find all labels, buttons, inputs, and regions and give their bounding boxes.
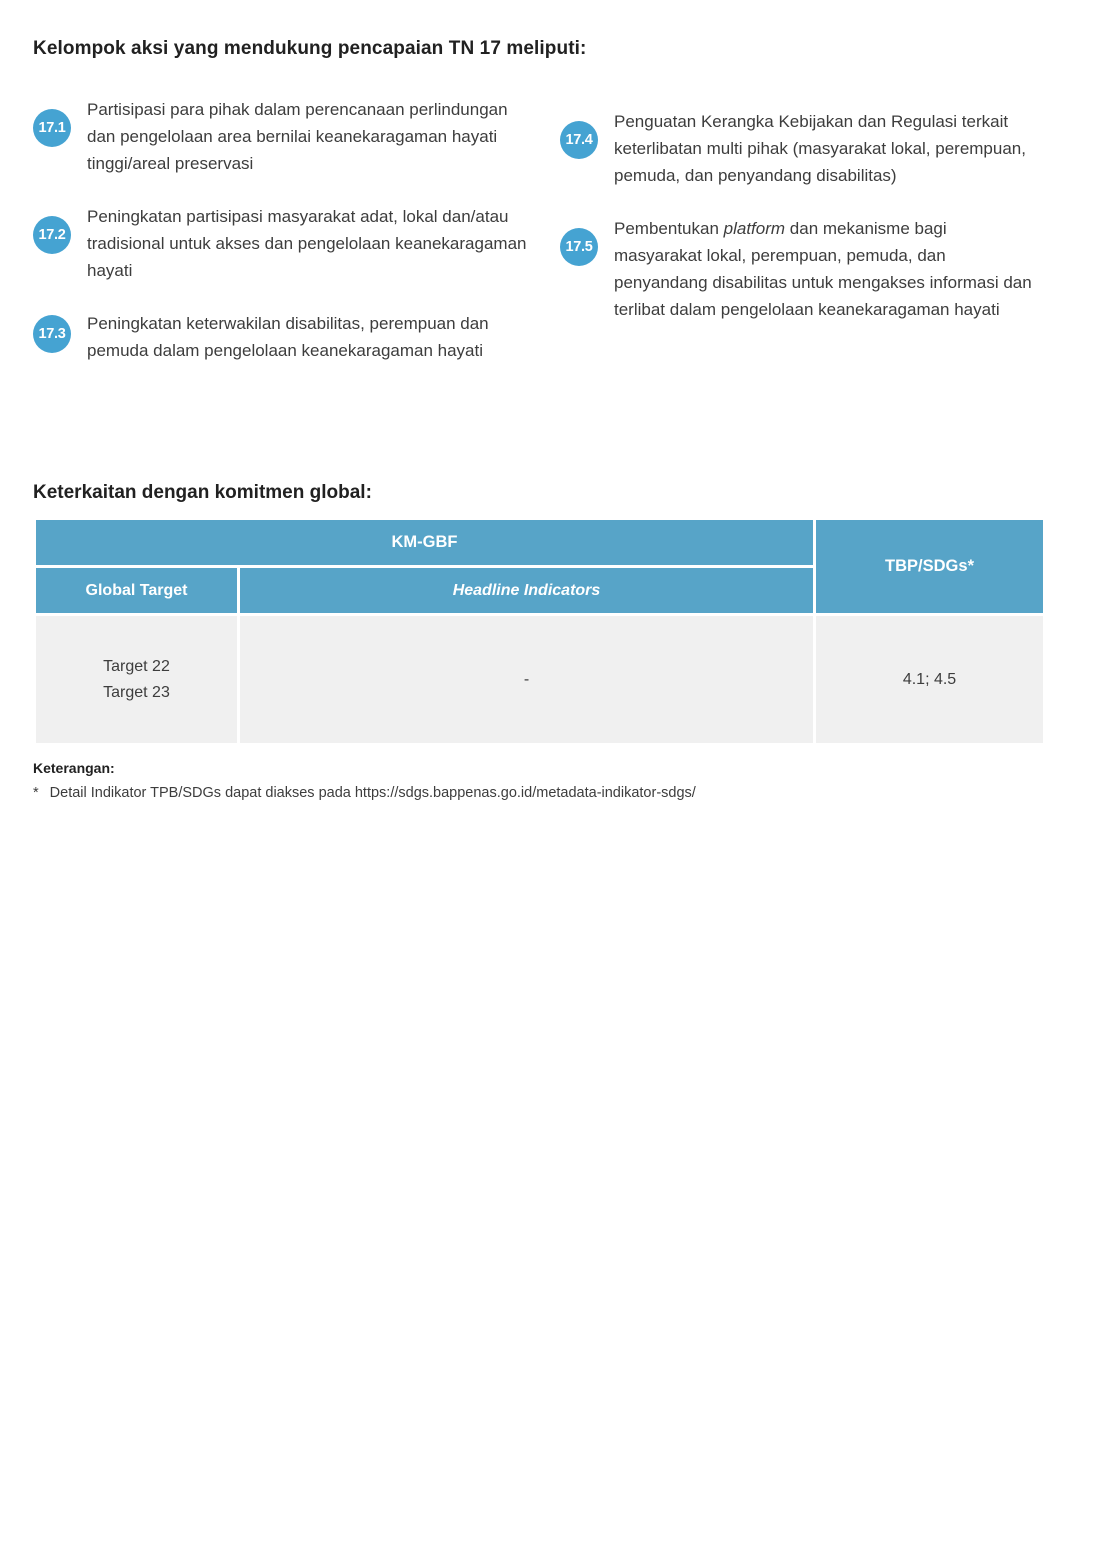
global-target-line-2: Target 23: [103, 683, 170, 701]
action-badge-17-5: 17.5: [560, 228, 598, 266]
action-item-17-3: [33, 310, 560, 364]
action-text-17-5-pre: Pembentukan: [614, 219, 724, 238]
action-item-17-5: [560, 215, 1043, 323]
footnote-line: [33, 785, 1043, 801]
action-item-17-4: [560, 108, 1043, 189]
global-commitment-section: [33, 482, 1043, 801]
cell-global-target: [35, 615, 239, 745]
cell-headline-indicators: -: [239, 615, 815, 745]
commitment-section-title: Keterkaitan dengan komitmen global:: [33, 482, 372, 503]
action-text-17-5: [614, 215, 1032, 323]
actions-column-right: [560, 96, 1043, 390]
action-text-17-1: Partisipasi para pihak dalam perencanaan perlindungan dan pengelolaan area bernilai keanekaragaman hayati tinggi/areal preservasi: [87, 100, 508, 173]
action-text-17-2: Peningkatan partisipasi masyarakat adat, lokal dan/atau tradisional untuk akses dan pengelolaan keanekaragaman hayati: [87, 207, 527, 280]
page-title: Kelompok aksi yang mendukung pencapaian TN 17 meliputi:: [33, 38, 587, 59]
footnote-text: Detail Indikator TPB/SDGs dapat diakses pada https://sdgs.bappenas.go.id/metadata-indikator-sdgs/: [49, 785, 696, 801]
action-badge-17-4: 17.4: [560, 121, 598, 159]
footnote-asterisk: *: [33, 785, 39, 801]
action-text-17-5-post: dan mekanisme bagi masyarakat lokal, perempuan, pemuda, dan penyandang disabilitas untuk mengakses informasi dan terlibat dalam pengelolaan keanekaragaman hayati: [614, 219, 1032, 319]
action-badge-17-2: 17.2: [33, 216, 71, 254]
action-text-17-5-italic: platform: [723, 219, 786, 238]
action-badge-17-3: 17.3: [33, 315, 71, 353]
global-target-line-1: Target 22: [103, 657, 170, 675]
footnote-block: [33, 760, 1043, 801]
table-header-tbp-sdgs: TBP/SDGs*: [815, 519, 1045, 615]
commitment-table: [33, 517, 1046, 746]
action-text-17-3: Peningkatan keterwakilan disabilitas, perempuan dan pemuda dalam pengelolaan keanekaragaman hayati: [87, 314, 489, 360]
action-text-17-4: Penguatan Kerangka Kebijakan dan Regulasi terkait keterlibatan multi pihak (masyarakat lokal, perempuan, pemuda, dan penyandang disabilitas): [614, 112, 1026, 185]
table-header-km-gbf: KM-GBF: [35, 519, 815, 567]
action-item-17-2: [33, 203, 560, 284]
table-header-row-group: [35, 519, 1045, 567]
cell-tbp-sdgs: 4.1; 4.5: [815, 615, 1045, 745]
action-item-17-1: [33, 96, 560, 177]
table-header-global-target: Global Target: [35, 567, 239, 615]
table-header-headline-indicators: Headline Indicators: [239, 567, 815, 615]
action-badge-17-1: 17.1: [33, 109, 71, 147]
action-groups: [33, 96, 1043, 390]
actions-column-left: [33, 96, 560, 390]
table-row: [35, 615, 1045, 745]
footnote-label: Keterangan:: [33, 760, 115, 776]
